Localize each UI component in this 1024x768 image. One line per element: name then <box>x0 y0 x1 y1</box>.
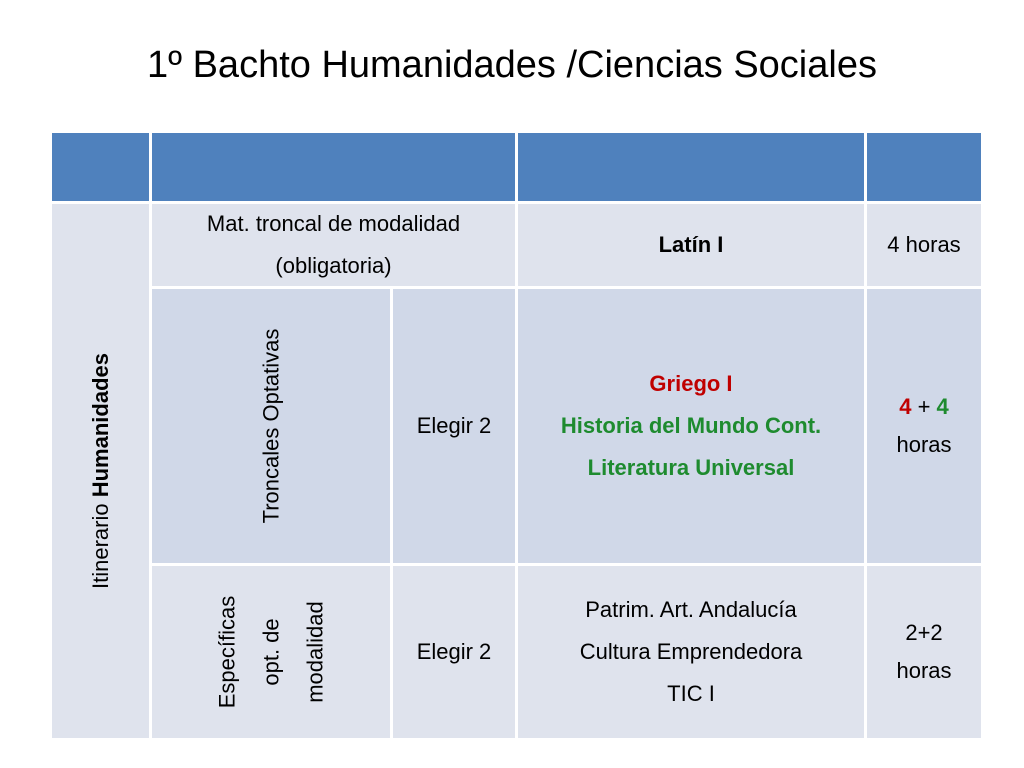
itinerary-name: Humanidades <box>87 353 113 498</box>
optional-core-hours-value <box>899 388 949 426</box>
subjects-table <box>52 133 972 731</box>
optional-core-hours-cell <box>867 289 981 563</box>
subject-historia: Historia del Mundo Cont. <box>560 413 822 438</box>
slide-title: 1º Bachto Humanidades /Ciencias Sociales <box>147 44 877 86</box>
core-subject-cell: Latín I <box>518 204 864 286</box>
specific-group-line2: opt. de <box>258 618 283 686</box>
hours-red: 4 <box>899 394 912 419</box>
header-cell <box>518 133 864 201</box>
specific-group-line1: Específicas <box>214 595 239 709</box>
header-cell <box>52 133 149 201</box>
subject-literatura: Literatura Universal <box>587 455 795 480</box>
specific-group-line3: modalidad <box>302 601 327 703</box>
core-category-line1: Mat. troncal de modalidad <box>206 211 461 236</box>
specific-group-label <box>205 596 337 709</box>
specific-hours-cell <box>867 566 981 738</box>
itinerary-prefix: Itinerario <box>87 503 113 589</box>
optional-core-group-label: Troncales Optativas <box>257 328 283 524</box>
subject-griego: Griego I <box>649 371 733 396</box>
subject-patrimonio: Patrim. Art. Andalucía <box>585 597 797 622</box>
header-cell <box>152 133 515 201</box>
specific-hours-value: 2+2 <box>905 620 943 645</box>
specific-subjects-cell <box>518 566 864 738</box>
header-cell <box>867 133 981 201</box>
optional-core-group-cell <box>152 289 390 563</box>
itinerary-cell <box>52 204 149 738</box>
hours-plus: + <box>911 394 937 419</box>
specific-group-cell <box>152 566 390 738</box>
core-category-line2: (obligatoria) <box>275 253 392 278</box>
optional-core-subjects-cell <box>518 289 864 563</box>
core-hours-cell: 4 horas <box>867 204 981 286</box>
specific-hours-unit: horas <box>896 658 952 683</box>
core-category-cell <box>152 204 515 286</box>
hours-green: 4 <box>936 394 949 419</box>
optional-core-choose-cell: Elegir 2 <box>393 289 515 563</box>
subject-tic: TIC I <box>667 681 715 706</box>
optional-core-hours-unit: horas <box>896 432 952 457</box>
subject-cultura: Cultura Emprendedora <box>579 639 803 664</box>
itinerary-label <box>81 353 121 589</box>
specific-choose-cell: Elegir 2 <box>393 566 515 738</box>
